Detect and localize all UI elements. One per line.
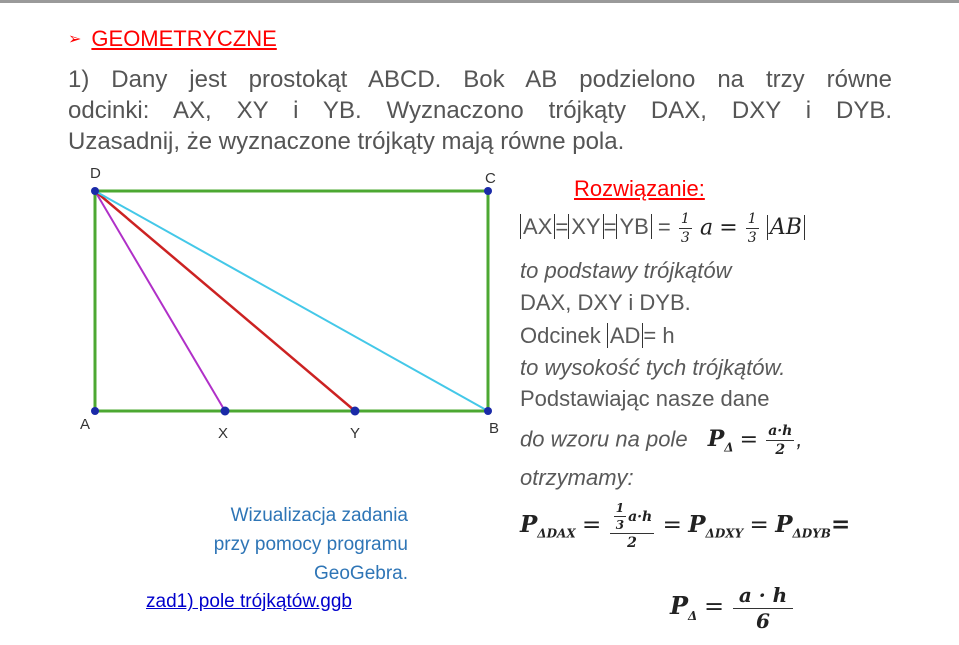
point-d (91, 187, 99, 195)
label-c: C (485, 170, 496, 187)
label-b: B (489, 420, 500, 437)
label-d: D (90, 165, 101, 182)
final-den: 6 (756, 609, 770, 633)
visualization-note (214, 501, 408, 588)
formula-comma: , (796, 426, 803, 452)
task-line-3: Uzasadnij, że wyznaczone trójkąty mają równe pola. (68, 128, 625, 155)
segment-dx (95, 191, 225, 411)
arrow-bullet-icon: ➢ (68, 31, 82, 48)
fraction-one-third-a (679, 212, 692, 245)
eq-2: = (603, 214, 617, 240)
eq-1: = (555, 214, 569, 240)
p-letter: P (707, 426, 725, 453)
label-x: X (218, 425, 229, 442)
task-line-1: 1) Dany jest prostokąt ABCD. Bok AB podzielono na trzy równe (68, 66, 892, 93)
label-a: A (80, 416, 91, 433)
p-letter: P (520, 511, 538, 539)
inner-num: 1 (615, 501, 625, 515)
solution-line-7 (520, 424, 802, 457)
frac2-num: 1 (747, 211, 757, 227)
eq-c: = (749, 512, 769, 539)
viz-line-3: GeoGebra. (314, 563, 408, 584)
geogebra-file-link[interactable]: zad1) pole trójkątów.ggb (146, 591, 352, 612)
sub-dyb: ΔDYB (792, 526, 831, 541)
var-a: a (699, 215, 714, 241)
seg-ab: AB (767, 215, 805, 240)
area-dyb (775, 511, 831, 541)
fraction-one-third-b (746, 212, 759, 245)
viz-line-1: Wizualizacja zadania (230, 505, 408, 526)
solution-line-8: otrzymamy: (520, 465, 634, 490)
solution-line-6: Podstawiając nasze dane (520, 386, 770, 411)
eq-d: = (830, 511, 851, 539)
delta-sub: Δ (724, 440, 734, 455)
label-y: Y (350, 425, 361, 442)
viz-line-2: przy pomocy programu (213, 534, 408, 555)
frac1-den: 3 (680, 230, 690, 246)
final-num: a · h (733, 585, 793, 609)
area-dax (520, 511, 576, 541)
seg-xy: XY (568, 214, 603, 239)
seg-ad: AD (607, 323, 644, 348)
formula-eq: = (739, 427, 759, 453)
l7-text: do wzoru na pole (520, 426, 688, 452)
p-letter: P (688, 511, 706, 539)
inner-den: 3 (615, 518, 625, 532)
final-result (670, 585, 795, 631)
inner-fraction (614, 502, 626, 531)
segment-dy (95, 191, 355, 411)
final-fraction (733, 585, 793, 631)
formula-num: a·h (768, 423, 793, 439)
final-delta-sub: Δ (688, 609, 698, 624)
sub-dxy: ΔDXY (705, 526, 744, 541)
l4-suffix: = h (643, 323, 675, 348)
p-letter: P (775, 511, 793, 539)
solution-line-2: to podstawy trójkątów (520, 258, 732, 283)
sub-dax: ΔDAX (537, 526, 576, 541)
formula-den: 2 (775, 442, 786, 458)
seg-ax: AX (520, 214, 555, 239)
point-b (484, 407, 492, 415)
solution-line-1 (520, 212, 805, 245)
area-symbol (707, 426, 734, 455)
solution-title: Rozwiązanie: (574, 176, 705, 201)
big-num (610, 502, 654, 534)
frac2-den: 3 (747, 230, 757, 246)
area-dxy (688, 511, 744, 541)
p-letter: P (670, 591, 689, 621)
solution-line-5: to wysokość tych trójkątów. (520, 355, 786, 380)
eq-b: = (662, 512, 682, 539)
eq-4: = (719, 215, 738, 241)
solution-line-4 (520, 323, 675, 349)
point-y (351, 407, 360, 416)
eq-3: = (657, 214, 671, 240)
final-eq: = (704, 592, 725, 621)
big-den: 2 (627, 535, 637, 551)
eq-a: = (582, 512, 602, 539)
segment-db (95, 191, 488, 411)
task-line-2: odcinki: AX, XY i YB. Wyznaczono trójkąty DAX, DXY i DYB. (68, 97, 892, 124)
solution-line-9 (520, 502, 850, 550)
frac1-num: 1 (680, 211, 690, 227)
big-num-rest: a·h (628, 508, 653, 525)
point-c (484, 187, 492, 195)
seg-yb: YB (616, 214, 651, 239)
point-a (91, 407, 99, 415)
solution-line-3: DAX, DXY i DYB. (520, 290, 691, 315)
area-final (670, 591, 698, 624)
big-fraction (610, 502, 654, 550)
formula-fraction (766, 424, 794, 457)
section-title: GEOMETRYCZNE (91, 26, 277, 51)
l4-prefix: Odcinek (520, 323, 607, 348)
point-x (221, 407, 230, 416)
